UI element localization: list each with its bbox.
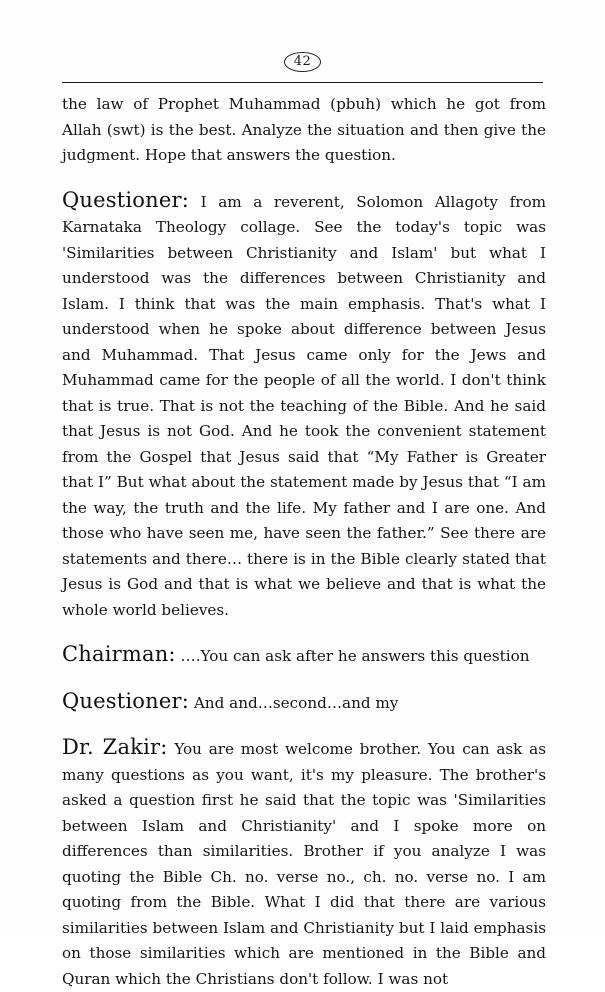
paragraph-text: the law of Prophet Muhammad (pbuh) which he got from Allah (swt) is the best. Analyze the situation and then give the judgment. Hope that answers the question. bbox=[62, 95, 546, 164]
header-divider bbox=[62, 82, 543, 83]
page-content bbox=[62, 92, 546, 992]
paragraph-chairman bbox=[62, 642, 546, 670]
speaker-label: Chairman: bbox=[62, 642, 176, 666]
paragraph-continuation bbox=[62, 92, 546, 169]
paragraph-dr-zakir bbox=[62, 735, 546, 992]
paragraph-text: I am a reverent, Solomon Allagoty from Karnataka Theology collage. See the today's topic was 'Similarities between Christianity and Islam' but what I understood was the differences between Christianity and Islam. I think that was the main emphasis. That's what I understood when he spoke about difference between Jesus and Muhammad. That Jesus came only for the Jews and Muhammad came for the people of all the world. I don't think that is true. That is not the teaching of the Bible. And he said that Jesus is not God. And he took the convenient statement from the Gospel that Jesus said that “My Father is Greater that I” But what about the statement made by Jesus that “I am the way, the truth and the life. My father and I are one. And those who have seen me, have seen the father.” See there are statements and there… there is in the Bible clearly stated that Jesus is God and that is what we believe and that is what the whole world believes. bbox=[62, 192, 547, 619]
paragraph-questioner-1 bbox=[62, 188, 546, 624]
speaker-label: Dr. Zakir: bbox=[62, 735, 168, 759]
speaker-label: Questioner: bbox=[62, 187, 190, 212]
page-number: 42 bbox=[284, 52, 322, 72]
speaker-label: Questioner: bbox=[62, 688, 190, 713]
page-number-container bbox=[0, 50, 605, 76]
paragraph-text: You are most welcome brother. You can ask as many questions as you want, it's my pleasure. The brother's asked a question first he said that the topic was 'Similarities between Islam and Christianity' and I spoke more on differences than similarities. Brother if you analyze I was quoting the Bible Ch. no. verse no., ch. no. verse no. I am quoting from the Bible. What I did that there are various similarities between Islam and Christianity but I laid emphasis on those similarities which are mentioned in the Bible and Quran which the Christians don't follow. I was not bbox=[62, 740, 547, 988]
paragraph-questioner-2 bbox=[62, 689, 546, 717]
paragraph-text: And and…second…and my bbox=[193, 693, 399, 712]
paragraph-text: ….You can ask after he answers this question bbox=[180, 647, 530, 665]
